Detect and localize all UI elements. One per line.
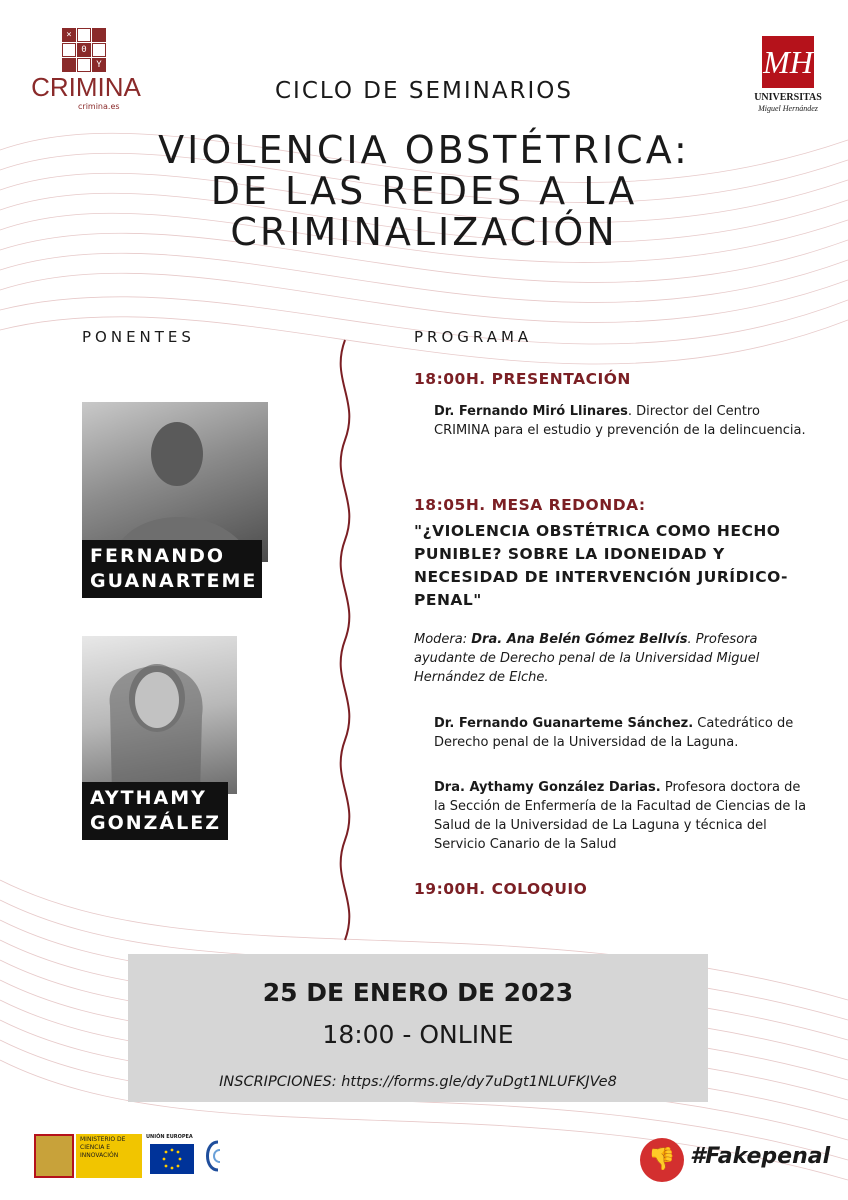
- program-time-mesa: 18:05H. MESA REDONDA:: [414, 496, 646, 514]
- agencia-investigacion-icon: [200, 1136, 224, 1176]
- speaker2-description: Dra. Aythamy González Darias. Profesora doctora de la Sección de Enfermería de la Facultad de Ciencias de la Salud de la Universidad de La Laguna y técnica del Servicio Canario de la Salud: [434, 780, 807, 852]
- fakepenal-hashtag: #Fakepenal: [690, 1144, 831, 1169]
- programa-heading: PROGRAMA: [414, 328, 533, 346]
- inscripciones-link[interactable]: INSCRIPCIONES: https://forms.gle/dy7uDgt1NLUFKJVe8: [219, 1074, 617, 1090]
- event-title: [60, 130, 788, 253]
- umh-mark-icon: MH: [762, 36, 814, 88]
- speaker1-description: Dr. Fernando Guanarteme Sánchez. Catedrático de Derecho penal de la Universidad de la Laguna.: [434, 716, 794, 750]
- person-silhouette-icon: [82, 402, 268, 562]
- ministry-label: MINISTERIO DE CIENCIA E INNOVACIÓN: [80, 1136, 126, 1159]
- eu-label: UNIÓN EUROPEA: [146, 1134, 193, 1140]
- person-silhouette-icon: [82, 636, 237, 794]
- program-time-coloquio: 19:00H. COLOQUIO: [414, 880, 588, 898]
- moderator-description: Modera: Dra. Ana Belén Gómez Bellvís. Profesora ayudante de Derecho penal de la Universidad Miguel Hernández de Elche.: [414, 632, 760, 685]
- ponentes-heading: PONENTES: [82, 328, 195, 346]
- spain-shield-icon: [34, 1134, 74, 1178]
- speaker-name-tag: FERNANDO GUANARTEME: [82, 540, 262, 598]
- title-line: CRIMINALIZACIÓN: [230, 210, 618, 254]
- crimina-url: crimina.es: [78, 102, 120, 111]
- umh-logo: [748, 36, 828, 116]
- crimina-grid-icon: × 0 Y: [62, 28, 106, 72]
- talk-title: "¿VIOLENCIA OBSTÉTRICA COMO HECHO PUNIBLE? SOBRE LA IDONEIDAD Y NECESIDAD DE INTERVENCIÓN JURÍDICO-PENAL": [414, 522, 788, 609]
- thumbs-down-icon: 👎: [640, 1138, 684, 1182]
- umh-subtitle: Miguel Hernández: [758, 104, 818, 113]
- event-time-mode: 18:00 - ONLINE: [322, 1020, 514, 1049]
- speaker-name-tag: AYTHAMY GONZÁLEZ: [82, 782, 228, 840]
- title-line: VIOLENCIA OBSTÉTRICA:: [158, 128, 690, 172]
- presenter-description: Dr. Fernando Miró Llinares. Director del Centro CRIMINA para el estudio y prevención de la delincuencia.: [434, 404, 806, 438]
- fakepenal-logo: [640, 1136, 830, 1184]
- crimina-wordmark: CRIMINA: [31, 72, 141, 102]
- event-date: 25 DE ENERO DE 2023: [262, 978, 574, 1007]
- program-time-presentacion: 18:00H. PRESENTACIÓN: [414, 370, 631, 388]
- speaker-photo-fernando: [82, 402, 268, 562]
- umh-name: UNIVERSITAS: [754, 92, 822, 103]
- eu-flag-icon: [150, 1144, 194, 1174]
- speaker-photo-aythamy: [82, 636, 237, 794]
- title-line: DE LAS REDES A LA: [210, 169, 638, 213]
- funding-logos: [34, 1134, 224, 1178]
- series-heading: CICLO DE SEMINARIOS: [274, 78, 574, 104]
